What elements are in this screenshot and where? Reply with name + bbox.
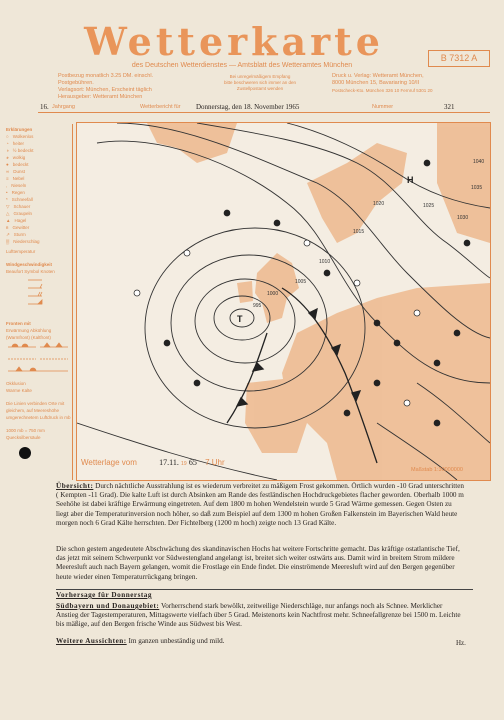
isobar-label: 1040 bbox=[473, 159, 485, 165]
isobar-label: 1025 bbox=[423, 203, 435, 209]
front-symbols bbox=[6, 341, 70, 375]
wetterlage-time: 7 Uhr bbox=[205, 458, 225, 467]
isobar-label: 995 bbox=[253, 303, 262, 309]
legend-symbol: ◔ bbox=[6, 141, 9, 146]
vorhersage-label: Vorhersage für Donnerstag bbox=[56, 591, 152, 599]
wetterbericht-label: Wetterbericht für bbox=[140, 104, 181, 110]
legend-item-label: Graupeln bbox=[13, 211, 32, 216]
subscription-info bbox=[58, 73, 188, 101]
masthead-title: Wetterkarte bbox=[84, 19, 384, 64]
legend-symbol: ▽ bbox=[6, 204, 10, 209]
high-pressure-center: H bbox=[407, 175, 414, 185]
region-forecast bbox=[56, 602, 466, 630]
legend-item bbox=[6, 203, 72, 210]
header-rule bbox=[38, 112, 490, 113]
legend-item bbox=[6, 231, 72, 238]
address-line: 8000 München 15, Bavariaring 10/II bbox=[332, 80, 420, 86]
legend-item-label: Hagel bbox=[14, 218, 27, 223]
legend-symbol: ▒ bbox=[6, 239, 10, 244]
legend-item-label: Dunst bbox=[13, 169, 25, 174]
legend-items bbox=[6, 133, 72, 245]
wetterlage-century: 19 bbox=[181, 461, 187, 467]
map-scale: Maßstab 1:30000000 bbox=[411, 467, 463, 473]
complaint-line: Bei unregelmäßigem Empfang bbox=[229, 74, 291, 79]
russia-land bbox=[437, 123, 490, 243]
legend-fronts-title: Fronten mit bbox=[6, 321, 31, 326]
issue-date: Donnerstag, den 18. November 1965 bbox=[196, 103, 300, 111]
map-legend bbox=[6, 124, 73, 480]
legend-symbol: ↗ bbox=[6, 232, 10, 237]
wind-symbols-table bbox=[6, 275, 70, 315]
jahrgang-number: 16. bbox=[40, 103, 49, 111]
legend-isobar-note: Die Linien verbinden Orte mit gleichem, auf Meereshöhe umgerechnetem Luftdruck in mb bbox=[6, 401, 71, 420]
wetterlage-date: 17.11. bbox=[159, 458, 179, 467]
legend-symbol: , bbox=[6, 183, 8, 188]
legend-symbol: • bbox=[6, 190, 8, 195]
legend-item bbox=[6, 175, 72, 182]
subscription-line: Postbezug monatlich 3.25 DM. einschl. Postgebühren. bbox=[58, 73, 154, 86]
legend-item bbox=[6, 133, 72, 140]
legend-fronts-sub2: (Warmfront) (Kaltfront) bbox=[6, 335, 51, 340]
punch-hole bbox=[19, 447, 31, 459]
legend-item-label: Wolkenlos bbox=[12, 134, 34, 139]
uebersicht-section-2 bbox=[56, 545, 466, 582]
region-text: Vorherrschend stark bewölkt, zeitweilige Niederschläge, nur anfangs noch als Schnee. Merklicher Anstieg der Tagestemperaturen, Mittagswerte vielfach über 5 Grad. Meistenorts kein Nachtfrost mehr. Schneefallgrenze bei 1500 m. Leichte bis mäßige, auf den Bergen frische Winde aus Südwest bis West. bbox=[56, 602, 461, 629]
legend-symbol: ∞ bbox=[6, 169, 10, 174]
greenland-land bbox=[147, 123, 237, 163]
britain-land bbox=[255, 253, 299, 323]
wetterlage-year: 65 bbox=[188, 458, 197, 467]
legend-item bbox=[6, 189, 72, 196]
isobar-label: 1010 bbox=[319, 259, 331, 265]
legend-symbol: ʀ bbox=[6, 225, 9, 230]
legend-wind-header: Beaufort Symbol Knoten bbox=[6, 269, 55, 274]
legend-scale: 1000 mb = 750 mm Quecksilbersäule bbox=[6, 428, 45, 440]
legend-item bbox=[6, 238, 72, 245]
legend-wind-title: Windgeschwindigkeit bbox=[6, 262, 52, 267]
legend-item-label: Niederschlag bbox=[13, 239, 40, 244]
legend-item-label: ½ bedeckt bbox=[12, 148, 34, 153]
legend-item-label: Nebel bbox=[12, 176, 25, 181]
legend-item bbox=[6, 140, 72, 147]
legend-item bbox=[6, 168, 72, 175]
author-signature: Hz. bbox=[456, 639, 466, 647]
uebersicht-text-2: Die schon gestern angedeutete Abschwächung des skandinavischen Hochs hat weitere Fortschritte gemacht. Das kräftige ostatlantische Tief, das jetzt mit seinem Schwerpunkt vor Südwestengland angelangt ist, breitet sich weiter ostwärts aus. Damit wird in breitem Strom mildere Meeresluft auch nach Bayern gelangen, womit die Frostlage ein Ende findet. Die einströmende Meeresluft wird auf den Bergen gegenüber heute wieder einen Temperaturrückgang bringen. bbox=[56, 545, 460, 581]
complaint-line: bitte beschweren sich immer an den bbox=[223, 80, 297, 85]
legend-item bbox=[6, 182, 72, 189]
legend-item-label: wolkig bbox=[12, 155, 26, 160]
isobar-label: 1005 bbox=[295, 279, 307, 285]
aussichten-section bbox=[56, 637, 466, 646]
printer-line: Druck u. Verlag: Wetteramt München, bbox=[332, 73, 424, 79]
legend-temp-label: Lufttemperatur bbox=[6, 249, 36, 254]
wetterlage-text: Wetterlage vom bbox=[81, 458, 137, 467]
legend-item-label: Schneefall bbox=[11, 197, 33, 202]
vorhersage-heading bbox=[56, 591, 466, 600]
printer-info bbox=[332, 73, 492, 94]
section-rule bbox=[56, 589, 473, 590]
scandinavia-land bbox=[307, 143, 407, 243]
nummer-label: Nummer bbox=[372, 104, 394, 110]
isobar-label: 1015 bbox=[353, 229, 365, 235]
aussichten-label: Weitere Aussichten: bbox=[56, 637, 127, 645]
legend-title: Erklärungen bbox=[6, 127, 33, 132]
legend-fronts-sub: Erwärmung Abkühlung bbox=[6, 328, 52, 333]
legend-item-label: Gewitter bbox=[12, 225, 30, 230]
legend-symbol: ≡ bbox=[6, 176, 9, 181]
legend-item bbox=[6, 217, 72, 224]
legend-item bbox=[6, 154, 72, 161]
complaint-line: Zustellpostamt wenden bbox=[236, 86, 284, 91]
legend-symbol: * bbox=[6, 197, 8, 202]
legend-item-label: Nieseln bbox=[11, 183, 27, 188]
issue-number: 321 bbox=[444, 103, 455, 111]
legend-item bbox=[6, 196, 72, 203]
landmasses bbox=[147, 123, 490, 480]
publisher-line: Herausgeber: Wetteramt München bbox=[58, 94, 143, 100]
legend-symbol: ◕ bbox=[6, 155, 9, 160]
legend-item bbox=[6, 210, 72, 217]
jahrgang-label: Jahrgang bbox=[52, 104, 75, 110]
isobar-label: 1000 bbox=[267, 291, 279, 297]
legend-front-okklusion: Okklusion bbox=[6, 381, 26, 386]
legend-item bbox=[6, 147, 72, 154]
complaint-note bbox=[200, 74, 320, 92]
legend-symbol: ◑ bbox=[6, 148, 9, 153]
legend-item bbox=[6, 161, 72, 168]
legend-item bbox=[6, 224, 72, 231]
legend-symbol: △ bbox=[6, 211, 10, 216]
legend-symbol: ○ bbox=[6, 134, 9, 139]
publishing-place-line: Verlagsort: München, Erscheint täglich bbox=[58, 87, 152, 93]
aussichten-text: Im ganzen unbeständig und mild. bbox=[128, 637, 225, 645]
account-line: Postscheck-Kto. München 326 10 Fernruf 5301 20 bbox=[332, 88, 433, 93]
uebersicht-text: Durch nächtliche Ausstrahlung ist es wiederum verbreitet zu mäßigem Frost gekommen. Örtlich wurden -10 Grad unterschritten ( Kempten -11 Grad). Die kalte Luft ist durch Absinken am Rande des festländischen Hochdruckgebietes flacher geworden. Oberhalb 1000 m Seehöhe ist dabei kräftige Erwärmung eingetreten. Auf dem 1800 m hohen Wendelstein wurde 5 Grad Wärme gemessen. Gegen Osten zu liegt aber die Temperaturinversion noch höher, so daß zum Beispiel auf dem 1300 m hohen Großen Falkenstein im Bayerischen Wald heute morgen noch 6 Grad Kälte herrschten. Der Fichtelberg (1200 m hoch) zeigte noch 13 Grad Kälte. bbox=[56, 482, 464, 527]
publication-code: B 7312 A bbox=[428, 50, 490, 67]
uebersicht-label: Übersicht: bbox=[56, 482, 94, 490]
isobar-label: 1030 bbox=[457, 215, 469, 221]
low-pressure-center: T bbox=[237, 314, 243, 324]
masthead-subtitle: des Deutschen Wetterdienstes — Amtsblatt des Wetteramtes München bbox=[131, 62, 353, 69]
weather-map bbox=[76, 122, 491, 481]
legend-front-warm-kalt: Warme Kalte bbox=[6, 388, 32, 393]
legend-item-label: heiter bbox=[12, 141, 24, 146]
legend-item-label: Schauer bbox=[13, 204, 31, 209]
legend-item-label: Regen bbox=[11, 190, 25, 195]
isobar-label: 1035 bbox=[471, 185, 483, 191]
wetterlage-label bbox=[81, 458, 225, 467]
ireland-land bbox=[237, 281, 253, 303]
region-label: Südbayern und Donaugebiet: bbox=[56, 602, 160, 610]
legend-symbol: ▲ bbox=[6, 218, 11, 223]
legend-item-label: bedeckt bbox=[12, 162, 29, 167]
weather-map-svg bbox=[77, 123, 490, 480]
legend-symbol: ● bbox=[6, 162, 9, 167]
uebersicht-section bbox=[56, 482, 466, 528]
isobar-label: 1020 bbox=[373, 201, 385, 207]
legend-item-label: Sturm bbox=[13, 232, 26, 237]
